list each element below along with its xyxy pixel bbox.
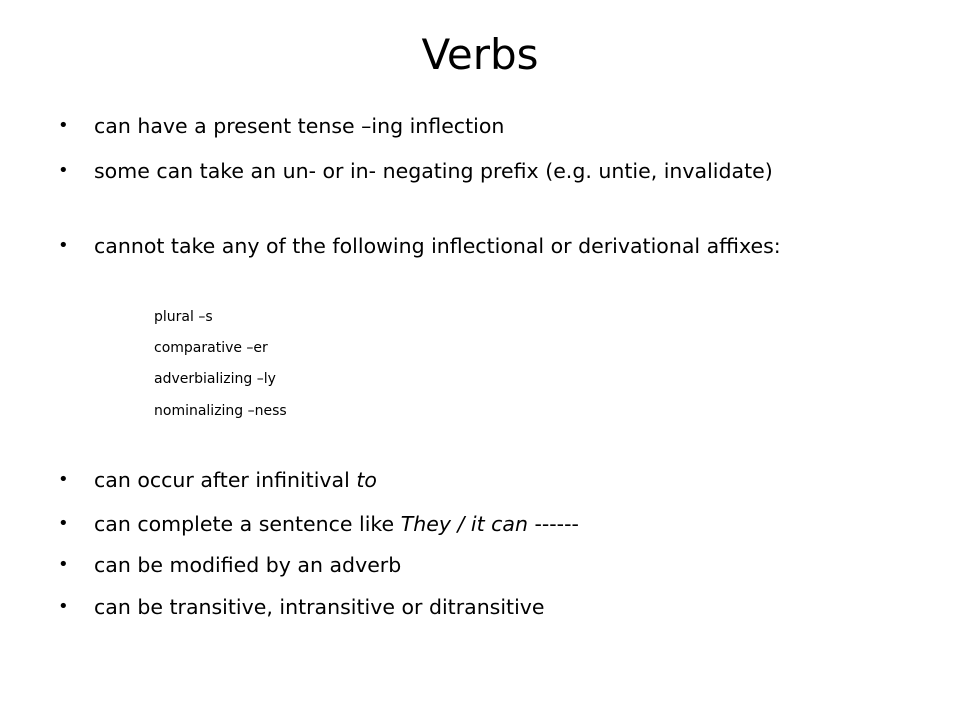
bullet-text: can occur after infinitival to <box>94 468 377 492</box>
affix-item-adverbializing: adverbializing –ly <box>154 371 276 387</box>
bullet-emphasis: to <box>356 468 377 492</box>
bullet-glyph: • <box>58 554 69 575</box>
bullet-glyph: • <box>58 469 69 490</box>
bullet-text: can be transitive, intransitive or ditransitive <box>94 595 545 619</box>
bullet-emphasis: They / it can <box>400 512 528 536</box>
bullet-glyph: • <box>58 235 69 256</box>
bullet-text: can be modified by an adverb <box>94 553 402 577</box>
bullet-text: can complete a sentence like They / it can ------ <box>94 512 579 536</box>
slide-title: Verbs <box>421 30 539 79</box>
bullet-glyph: • <box>58 160 69 181</box>
affix-item-nominalizing: nominalizing –ness <box>154 403 287 419</box>
bullet-glyph: • <box>58 513 69 534</box>
bullet-text: can have a present tense –ing inflection <box>94 114 505 138</box>
bullet-glyph: • <box>58 115 69 136</box>
affix-item-plural: plural –s <box>154 309 213 325</box>
bullet-text: cannot take any of the following inflectional or derivational affixes: <box>94 234 781 258</box>
bullet-glyph: • <box>58 596 69 617</box>
bullet-text: some can take an un- or in- negating prefix (e.g. untie, invalidate) <box>94 159 773 183</box>
affix-item-comparative: comparative –er <box>154 340 268 356</box>
